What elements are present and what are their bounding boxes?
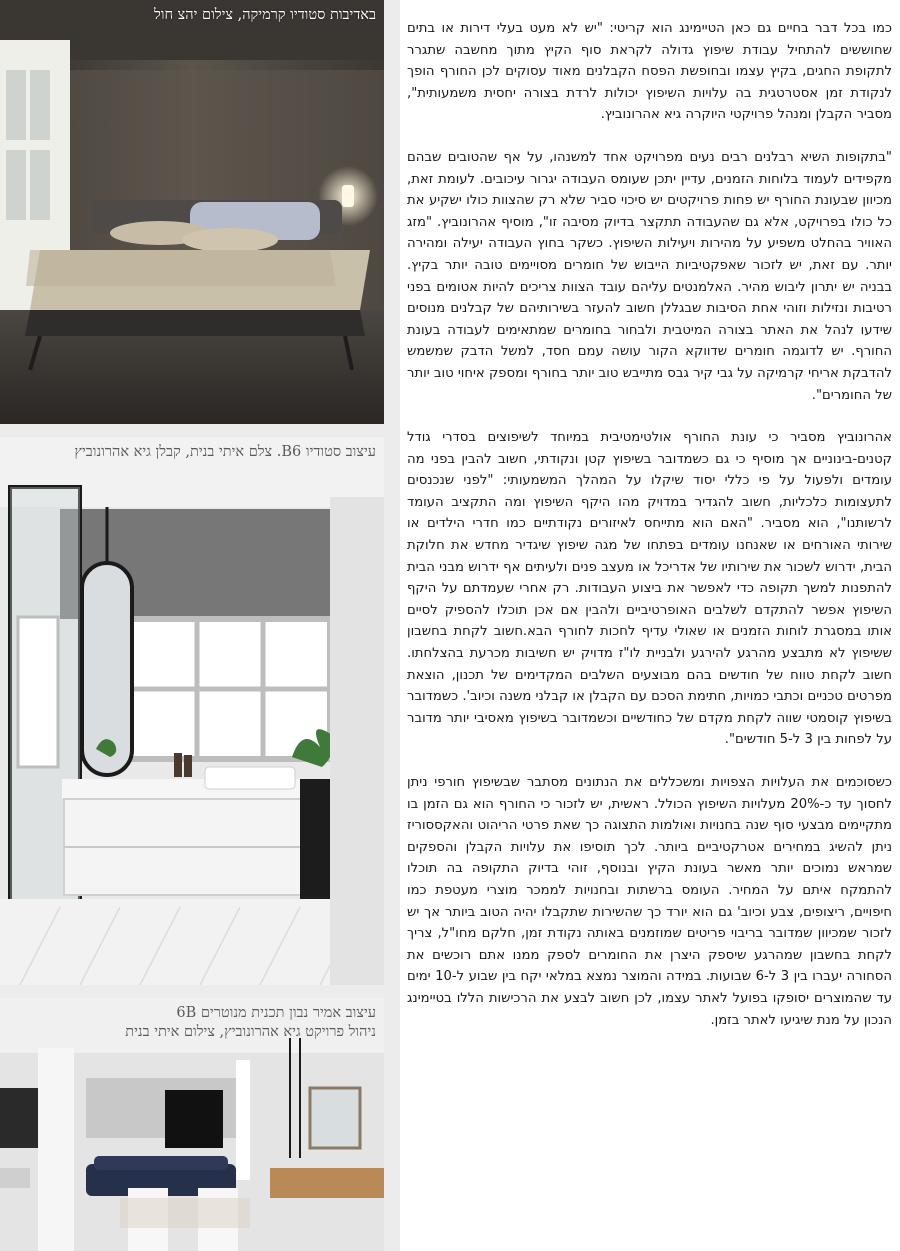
article-paragraph: כמו בכל דבר בחיים גם כאן הטיימינג הוא קריטי: "יש לא מעט בעלי דירות או בתים שחוששים להתחיל עבודת שיפוץ גדולה לקראת סוף הקיץ מתוך מחשבה שתגרר לתקופת החגים, בקיץ עצמו ובחופשת הפסח הקבלנים מאוד עסוקים לכן החורף הופך לנקודת זמן אסטרטגית בה עלויות השיפוץ יכולות לרדת בצורה יחסית משמעותית", מסביר הקבלן ומנהל פרויקטי היוקרה גיא אהרונוביץ. (407, 21, 892, 123)
article-paragraph: אהרונוביץ מסביר כי עונת החורף אולטימטיבית במיוחד לשיפוצים בסדרי גודל קטנים-בינוניים אך מוסיף כי גם כשמדובר בשיפוץ קטן ונקודתי, חשוב להבין בפני מה עומדים ולפעול על פי כללי יסוד שיקלו על המהלך המשמעותי: "לפני שנכנסים לתעצומות כלכליות, חשוב להגדיר במדויק מהו היקף השיפוץ ומה התקציב העומד לרשותנו", הוא מסביר. "האם הוא מתייחס לאיזורים נקודתיים כמו חדרי הילדים או שירותי האורחים או שאנחנו עומדים בפתחו של מגה שיפוץ שיגדיר מחדש את חלוקת הבית, ידרוש לשכור את שירותיו של אדריכל או מעצב פנים ולעיתים אף ידרוש מבני הבית להתפנות למשך תקופה כדי לאפשר את ביצוע העבודות. רק אחרי שעמדתם על היקף השיפוץ אפשר להתקדם לשלבים האופרטיביים ולהבין אם אכן תוכלו להספיק לסיים אותו במסגרת לוחות הזמנים או שאולי עדיף לחכות לחורף הבא.חשוב לקחת בחשבון ששיפוץ לא מתבצע מהרגע להירגע ולבניית לו"ז מדויק יש חשיבות מכרעת בהצלחתו. חשוב לקחת טווח של חודשים בהם מבוצעים השלבים המקדימים של תכנון, הוצאת מפרטים טכניים וכתבי כמויות, חתימת הסכם עם הקבלן או קבלני משנה וכיוב'. כשמדובר בשיפוץ קוסמטי שווה לקחת מקדם של כחודשיים וכשמדובר בשיפוץ מאסיבי יותר מדובר על לפחות בין 3 ל-5 חודשים". (407, 430, 892, 748)
bedroom-illustration (0, 0, 384, 424)
photo-caption (125, 1004, 376, 1042)
photo-caption: עיצוב סטודיו B6. צלם איתי בנית, קבלן גיא אהרונוביץ (74, 444, 376, 460)
living-room-photo (0, 998, 384, 1251)
article-paragraph: "בתקופות השיא רבלנים רבים נעים מפרויקט אחד למשנהו, על אף שהטובים שבהם מקפידים לעמוד בלוחות הזמנים, עדיין יתכן שעומס העבודה יגרור עיכובים. לעומת זאת, מכיוון שבעונת החורף יש פחות פרויקטים יש סיכוי סביר שלא רק שהצוות כולו ישקיע את כל כולו בפרויקט, אלא גם שהעבודה תתקצר בדיוק מסיבה זו", מוסיף אהרונוביץ. "מזג האוויר בהחלט משפיע על מהירות ויעילות השיפוץ. כשקר בחוץ העבודה יעילה ומהירה יותר. עם זאת, יש לזכור שאפקטיביות הייבוש של חומרים מסויימים טובה יותר בקיץ. בבניה יש יתרון ליבוש מהיר. האלמנטים עליהם עובד הצוות צריכים להיות אטומים בפני רטיבות ונזילות וזוהי אחת הסיבות שבגללן חשוב להעזר בשירותיהם של קבלנים מנוסים שידעו לנהל את האתר בצורה המיטבית ולבחור בחומרים שמתאימים לעבודה בעונת החורף. יש לדוגמה חומרים שדווקא הקור עושה עמם חסד, למשל הדבק שמשמש להדבקת אריחי קרמיקה על גבי קיר גבס מתייבש טוב יותר בחורף ומספק איחוי טוב יותר של החומרים". (407, 149, 892, 403)
photo-caption: באדיבות סטודיו קרמיקה, צילום יהצ חול (154, 7, 376, 23)
bathroom-illustration (0, 437, 384, 985)
caption-line: ניהול פרויקט גיא אהרונוביץ, צילום איתי בנית (125, 1024, 376, 1040)
article-text (407, 18, 892, 1243)
caption-line: עיצוב אמיר נבון תכנית מנוטרים 6B (176, 1005, 376, 1021)
bedroom-photo (0, 0, 384, 424)
photo-column (0, 0, 400, 1251)
article-paragraph: כשסוכמים את העלויות הצפויות ומשכללים את הנתונים מסתבר שבשיפוץ חורפי ניתן לחסוך עד כ-20% מעלויות השיפוץ הכולל. ראשית, יש לזכור כי החורף הוא גם הזמן בו מתקיימים מבצעי סוף שנה בחנויות ואולמות התצוגה כך שאת פרטי הריהוט והאקססוריז ניתן להשיג במחירים אטרקטיביים ביותר. לכך תוסיפו את עלויות הקבלן והספקים שמראש נמוכים יותר מאשר בעונת הקיץ ובנוסף, זוהי בדיוק התקופה בה תוכלו להתמקח איתם על המחיר. העומס ברשתות ובחנויות לממכר מוצרי מעטפת כמו חיפויים, ריצופים, צבע וכיוב' גם הוא יורד כך שהשירות שתקבלו יהיה הטוב ביותר אך יש לזכור שמכיוון שמדובר בריבוי פריטים שמוזמנים באותה נקודת זמן, חלקם מחו"ל, צריך לקחת בחשבון שמהרגע שיספק היצרן את החומרים לספק ממנו אתם רוכשים את הסחורה יעברו בין 3 ל-6 שבועות. במידה והמוצר נמצא במלאי יקח בין שבוע ל-10 ימים עד שהמוצרים יסופקו בפועל לאתר עצמו, לכן חשוב לבצע את הרכישות הללו בטיימינג הנכון על מנת שיגיעו לאתר בזמן. (407, 775, 892, 1028)
bathroom-photo (0, 437, 384, 985)
